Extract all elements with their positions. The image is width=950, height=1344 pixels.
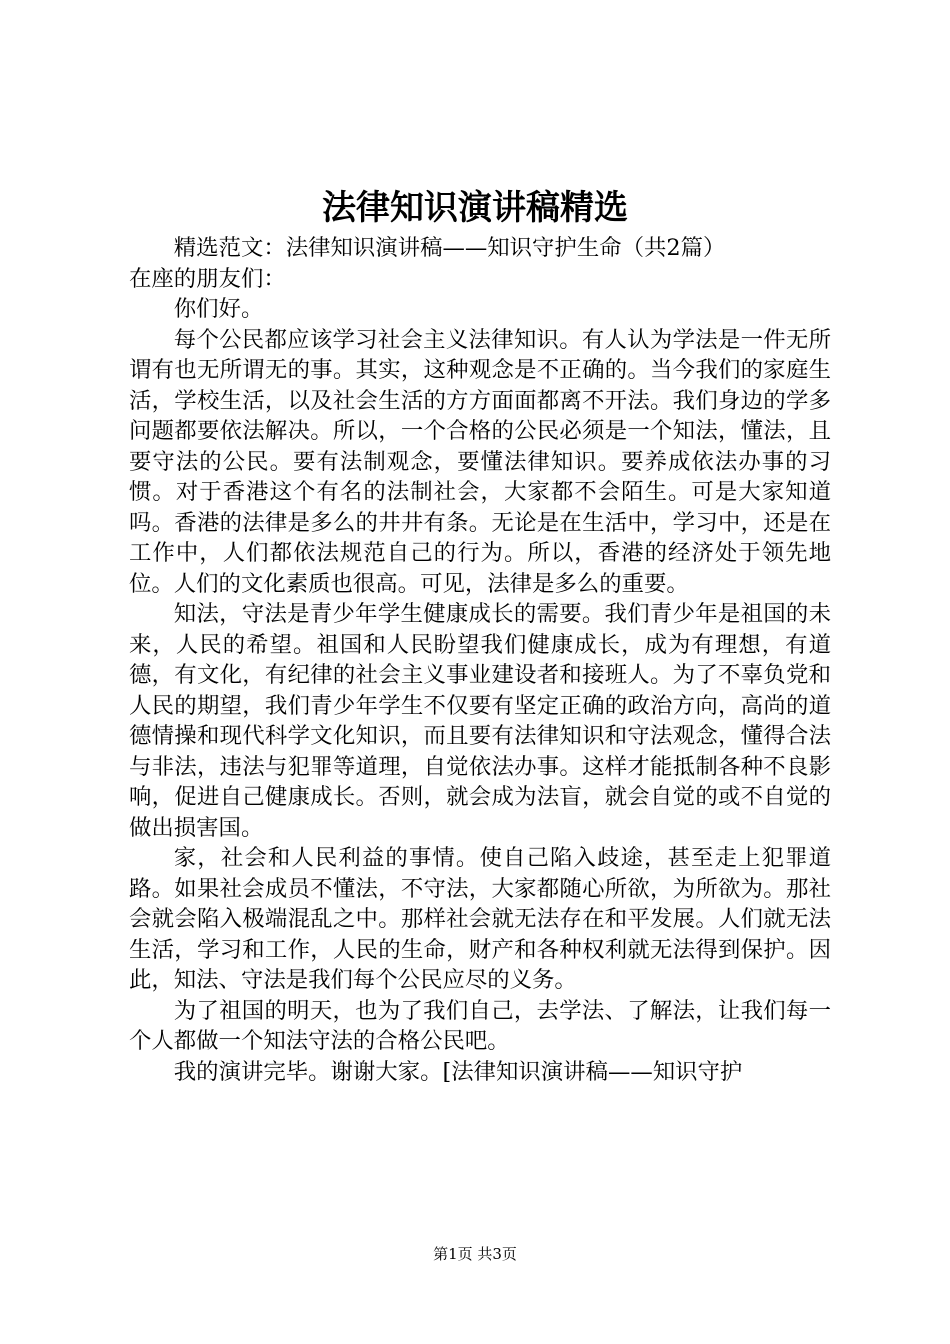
paragraph: 我的演讲完毕。谢谢大家。[法律知识演讲稿——知识守护 [173,1058,743,1085]
paragraph: 在座的朋友们： [129,265,286,292]
paragraph: 你们好。 [173,296,264,322]
paragraph: 每个公民都应该学习社会主义法律知识。有人认为学法是一件无所谓有也无所谓无的事。其实，这种观念是不正确的。当今我们的家庭生活，学校生活，以及社会生活的方方面面都离不开法。我们身边的学多问题都要依法解决。所以，一个合格的公民必须是一个知法，懂法，且要守法的公民。要有法制观念，要懂法律知识。要养成依法办事的习惯。对于香港这个有名的法制社会，大家都不会陌生。可是大家知道吗。香港的法律是多么的井井有条。无论是在生活中，学习中，还是在工作中，人们都依法规范自己的行为。所以，香港的经济处于领先地位。人们的文化素质也很高。可见，法律是多么的重要。 [129,326,831,597]
document-title: 法律知识演讲稿精选 [322,188,628,228]
paragraph: 为了祖国的明天，也为了我们自己，去学法、了解法，让我们每一个人都做一个知法守法的合格公民吧。 [129,997,831,1054]
document-body [129,233,831,1087]
paragraph: 家，社会和人民利益的事情。使自己陷入歧途，甚至走上犯罪道路。如果社会成员不懂法，不守法，大家都随心所欲，为所欲为。那社会就会陷入极端混乱之中。那样社会就无法存在和平发展。人们就无法生活，学习和工作，人民的生命，财产和各种权利就无法得到保护。因此，知法、守法是我们每个公民应尽的义务。 [129,845,831,993]
paragraph: 精选范文：法律知识演讲稿——知识守护生命（共2篇） [173,235,726,261]
paragraph: 知法，守法是青少年学生健康成长的需要。我们青少年是祖国的未来，人民的希望。祖国和人民盼望我们健康成长，成为有理想，有道德，有文化，有纪律的社会主义事业建设者和接班人。为了不辜负党和人民的期望，我们青少年学生不仅要有坚定正确的政治方向，高尚的道德情操和现代科学文化知识，而且要有法律知识和守法观念，懂得合法与非法，违法与犯罪等道理，自觉依法办事。这样才能抵制各种不良影响，促进自己健康成长。否则，就会成为法盲，就会自觉的或不自觉的做出损害国。 [129,601,831,841]
page-number-footer: 第1页 共3页 [433,1245,517,1263]
